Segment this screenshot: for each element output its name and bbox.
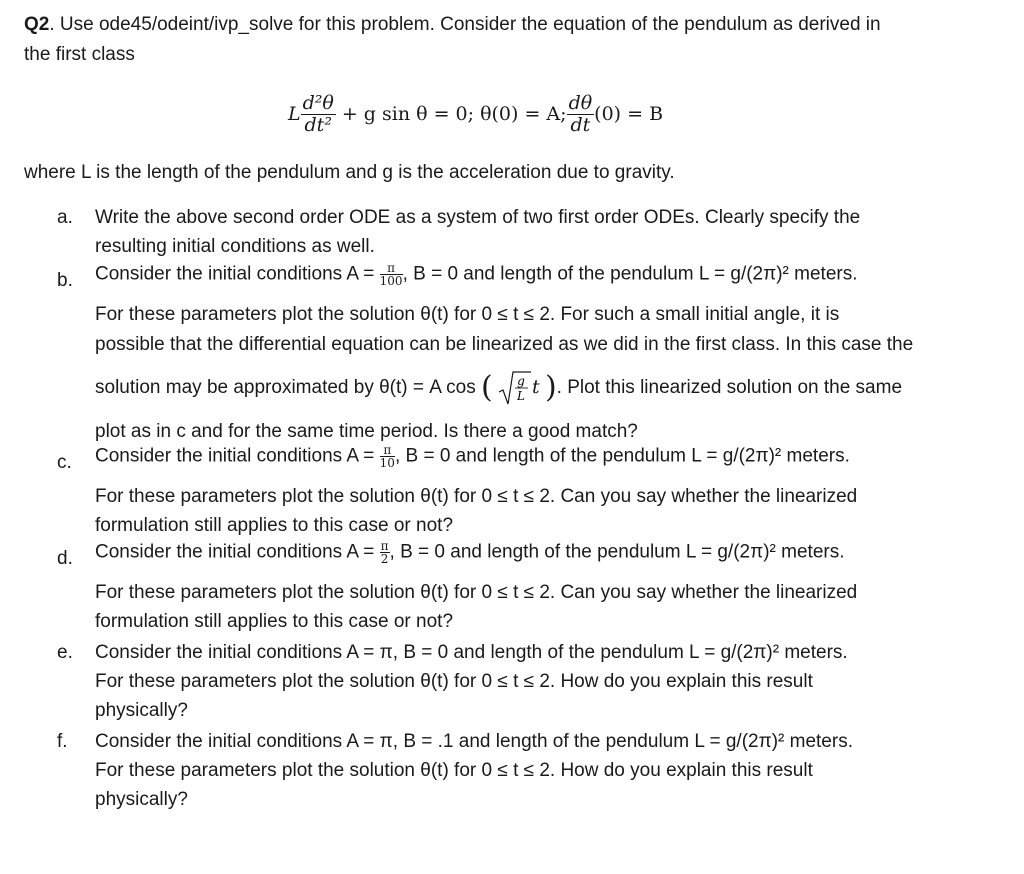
- item-c-pre: Consider the initial conditions A =: [95, 445, 375, 467]
- question-intro-line-2: the first class: [24, 44, 135, 65]
- item-d-line-2: For these parameters plot the solution θ(t) for 0 ≤ t ≤ 2. Can you say whether the linearized: [95, 582, 858, 603]
- item-b-line-1: [95, 262, 858, 287]
- item-b-line4-post: . Plot this linearized solution on the same: [556, 377, 903, 399]
- equation-first-derivative: [567, 91, 595, 136]
- item-c-letter: c.: [57, 452, 72, 473]
- item-b-post: , B = 0 and length of the pendulum L = g/(2π)² meters.: [402, 263, 858, 285]
- item-e-line-3: physically?: [95, 700, 188, 721]
- item-b-letter: b.: [57, 270, 73, 291]
- question-intro-line-1: [24, 14, 881, 36]
- equation-frac1-den: dt²: [304, 113, 332, 136]
- equation-L: L: [288, 103, 301, 125]
- item-d-post: , B = 0 and length of the pendulum L = g/(2π)² meters.: [389, 541, 845, 563]
- item-e-line-1: Consider the initial conditions A = π, B = 0 and length of the pendulum L = g/(2π)² meters.: [95, 642, 848, 663]
- item-f-line-1: Consider the initial conditions A = π, B = .1 and length of the pendulum L = g/(2π)² meters.: [95, 731, 853, 752]
- right-paren: ): [544, 370, 557, 405]
- item-c-frac-den: 10: [379, 456, 395, 470]
- question-label: Q2: [24, 14, 50, 35]
- item-b-line4-pre: solution may be approximated by θ(t) = A cos: [95, 377, 476, 399]
- item-b-frac-den: 100: [379, 274, 403, 288]
- item-f-line-3: physically?: [95, 789, 188, 810]
- item-c-post: , B = 0 and length of the pendulum L = g/(2π)² meters.: [394, 445, 850, 467]
- item-c-frac-num: π: [380, 444, 395, 457]
- item-b-line4-t: t: [532, 376, 540, 399]
- equation-frac1-num: d²θ: [302, 91, 334, 114]
- item-a-line-1: Write the above second order ODE as a system of two first order ODEs. Clearly specify the: [95, 207, 861, 228]
- item-e-letter: e.: [57, 642, 73, 663]
- where-line: where L is the length of the pendulum and g is the acceleration due to gravity.: [24, 162, 675, 183]
- item-d-frac-num: π: [380, 539, 389, 553]
- question-intro-text: . Use ode45/odeint/ivp_solve for this problem. Consider the equation of the pendulum as derived in: [49, 14, 881, 35]
- item-a-letter: a.: [57, 207, 73, 228]
- item-f-letter: f.: [57, 731, 68, 752]
- equation-rhs: (0) = B: [594, 103, 664, 125]
- item-c-line-2: For these parameters plot the solution θ(t) for 0 ≤ t ≤ 2. Can you say whether the linearized: [95, 486, 858, 507]
- equation-second-derivative: [301, 91, 336, 136]
- item-d-fraction: [380, 540, 390, 565]
- item-d-line-1: [95, 540, 845, 565]
- item-f-line-2: For these parameters plot the solution θ(t) for 0 ≤ t ≤ 2. How do you explain this result: [95, 760, 813, 781]
- item-d-pre: Consider the initial conditions A =: [95, 541, 375, 563]
- item-b-line-2: For these parameters plot the solution θ(t) for 0 ≤ t ≤ 2. For such a small initial angle, it is: [95, 304, 840, 325]
- equation-frac2-den: dt: [570, 113, 591, 136]
- item-d-letter: d.: [57, 548, 73, 569]
- item-b-fraction: [380, 262, 403, 287]
- item-a-line-2: resulting initial conditions as well.: [95, 236, 375, 257]
- item-b-line-5: plot as in c and for the same time period. Is there a good match?: [95, 421, 638, 442]
- item-c-line-1: [95, 444, 850, 469]
- item-b-frac-num: π: [380, 262, 403, 275]
- item-c-fraction: [380, 444, 395, 469]
- equation-middle: + g sin θ = 0; θ(0) = A;: [341, 103, 567, 125]
- item-b-line-3: possible that the differential equation can be linearized as we did in the first class. In this case the: [95, 334, 914, 355]
- item-c-line-3: formulation still applies to this case or not?: [95, 515, 454, 536]
- item-b-line-4: [95, 370, 902, 406]
- item-b-pre: Consider the initial conditions A =: [95, 263, 375, 285]
- item-e-line-2: For these parameters plot the solution θ(t) for 0 ≤ t ≤ 2. How do you explain this result: [95, 671, 813, 692]
- item-d-line-3: formulation still applies to this case or not?: [95, 611, 454, 632]
- equation-frac2-num: dθ: [568, 91, 593, 114]
- sqrt-num: g: [517, 374, 525, 388]
- item-d-frac-den: 2: [380, 552, 389, 566]
- sqrt-den: L: [517, 389, 525, 403]
- pendulum-equation: [288, 86, 663, 142]
- sqrt-symbol: [498, 370, 532, 406]
- left-paren: (: [481, 370, 493, 405]
